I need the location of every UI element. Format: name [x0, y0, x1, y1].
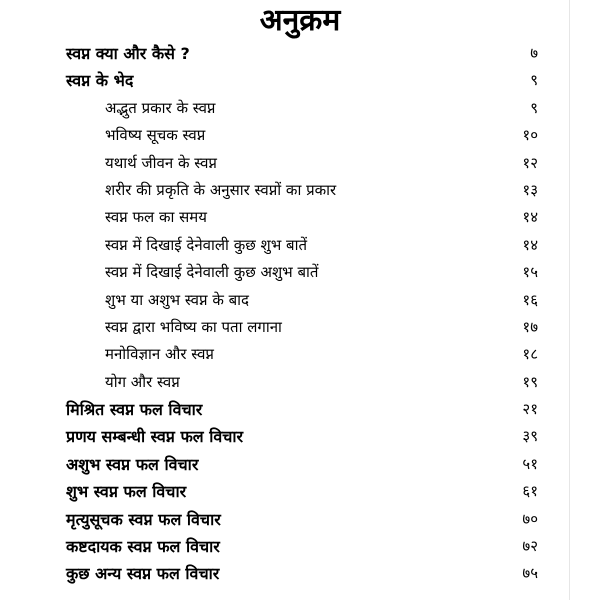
toc-entry-label: स्वप्न के भेद	[66, 71, 134, 91]
toc-entry-label: अशुभ स्वप्न फल विचार	[66, 454, 199, 474]
toc-entry-label: कुछ अन्य स्वप्न फल विचार	[66, 564, 220, 584]
toc-entry-label: शुभ स्वप्न फल विचार	[66, 482, 187, 502]
toc-page-number: ७	[530, 44, 538, 62]
toc-entry-label: भविष्य सूचक स्वप्न	[105, 126, 206, 145]
toc-page-number: १३	[522, 180, 538, 199]
toc-entry-label: प्रणय सम्बन्धी स्वप्न फल विचार	[66, 427, 244, 447]
toc-section-row	[0, 95, 600, 122]
toc-chapter-row	[0, 533, 600, 560]
toc-section-row	[0, 177, 600, 204]
toc-entry-label: शुभ या अशुभ स्वप्न के बाद	[105, 290, 250, 309]
toc-page-number: ५१	[522, 454, 538, 473]
toc-section-row	[0, 259, 600, 286]
toc-page-number: २१	[522, 400, 538, 419]
toc-entry-label: स्वप्न फल का समय	[105, 208, 207, 227]
toc-page-number: १४	[522, 208, 538, 227]
toc-entry-label: कष्टदायक स्वप्न फल विचार	[66, 537, 220, 557]
toc-entry-label: मनोविज्ञान और स्वप्न	[105, 345, 214, 364]
toc-entry-label: शरीर की प्रकृति के अनुसार स्वप्नों का प्रकार	[105, 180, 337, 199]
toc-page-number: ६१	[522, 482, 538, 501]
toc-chapter-row	[0, 67, 600, 94]
toc-section-row	[0, 232, 600, 259]
toc-chapter-row	[0, 396, 600, 423]
toc-entry-label: स्वप्न में दिखाई देनेवाली कुछ अशुभ बातें	[105, 263, 319, 282]
toc-chapter-row	[0, 506, 600, 533]
toc-page-number: १०	[522, 126, 538, 145]
toc-chapter-row	[0, 560, 600, 587]
toc-page-number: ९	[530, 71, 538, 90]
toc-entry-label: मृत्युसूचक स्वप्न फल विचार	[66, 509, 221, 529]
toc-entry-label: अद्भुत प्रकार के स्वप्न	[105, 98, 216, 117]
toc-section-row	[0, 204, 600, 231]
toc-chapter-row	[0, 423, 600, 450]
toc-entry-label: स्वप्न में दिखाई देनेवाली कुछ शुभ बातें	[105, 235, 308, 254]
toc-section-row	[0, 122, 600, 149]
toc-page-number: ९	[530, 98, 538, 117]
toc-page-number: १५	[522, 263, 538, 282]
page-title: अनुक्रम	[259, 3, 341, 38]
toc-section-row	[0, 287, 600, 314]
toc-chapter-row	[0, 40, 600, 67]
toc-section-row	[0, 314, 600, 341]
toc-page-number: १२	[522, 153, 538, 172]
toc-page-number: १६	[522, 290, 538, 309]
toc-page-number: १९	[522, 372, 538, 391]
toc-page-number: ३९	[522, 427, 538, 446]
toc-page-number: १७	[522, 317, 538, 336]
toc-chapter-row	[0, 451, 600, 478]
toc-entry-label: मिश्रित स्वप्न फल विचार	[66, 400, 203, 420]
toc-entry-label: स्वप्न द्वारा भविष्य का पता लगाना	[105, 317, 282, 336]
table-of-contents	[0, 40, 600, 588]
toc-section-row	[0, 369, 600, 396]
toc-page-number: १४	[522, 235, 538, 254]
toc-chapter-row	[0, 478, 600, 505]
toc-entry-label: यथार्थ जीवन के स्वप्न	[105, 153, 217, 172]
toc-section-row	[0, 150, 600, 177]
toc-page-number: ७०	[522, 509, 538, 528]
toc-entry-label: योग और स्वप्न	[105, 372, 180, 391]
toc-entry-label: स्वप्न क्या और कैसे ?	[66, 44, 190, 63]
toc-page-number: ७२	[522, 537, 538, 556]
toc-section-row	[0, 341, 600, 368]
toc-page-number: ७५	[522, 564, 538, 583]
toc-page-number: १८	[522, 345, 538, 364]
